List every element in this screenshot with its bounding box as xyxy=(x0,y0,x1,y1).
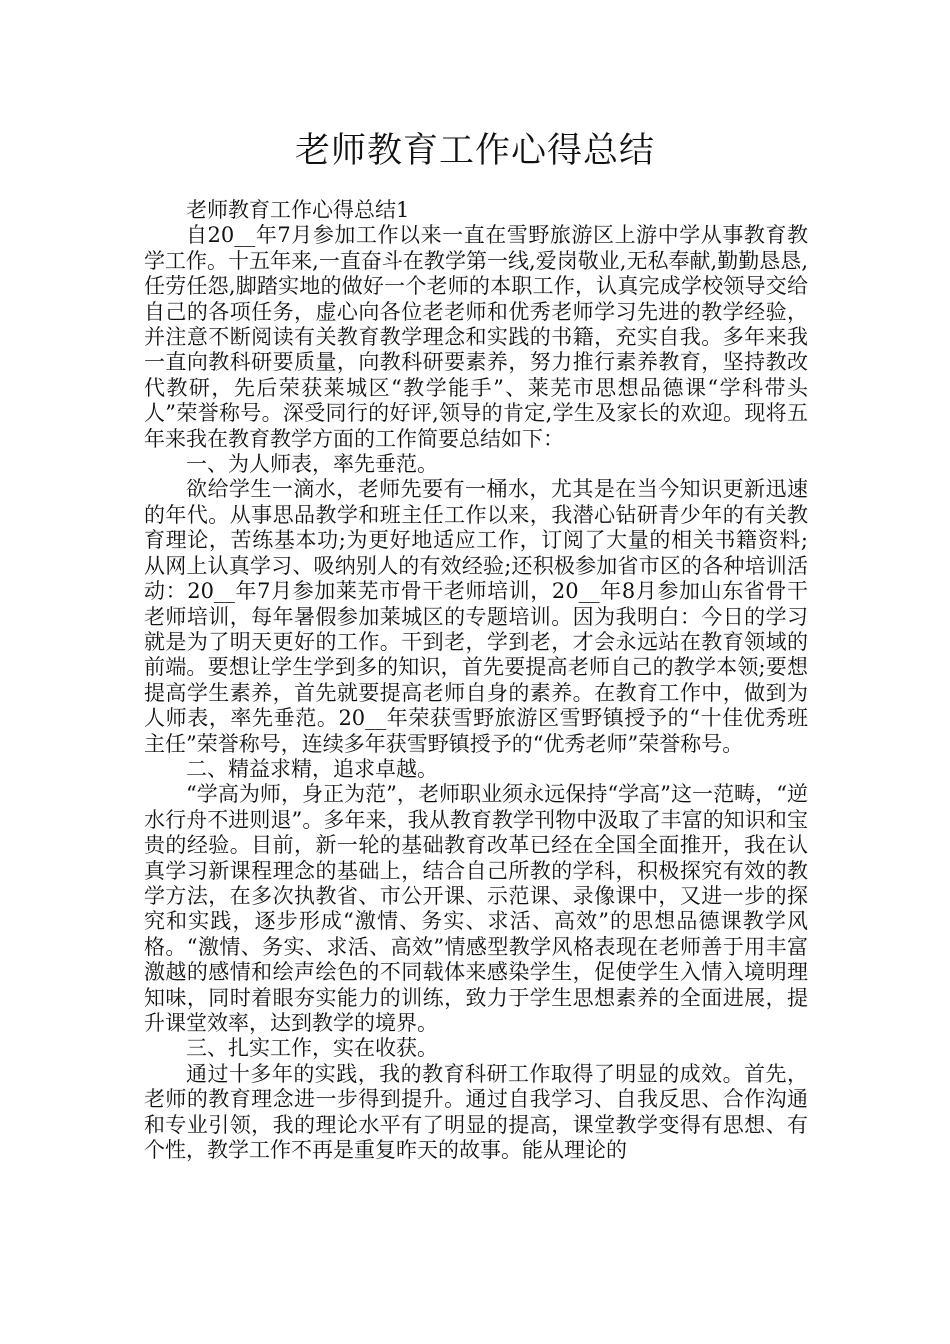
document-body xyxy=(144,198,808,1163)
section-heading: 三、扎实工作，实在收获。 xyxy=(186,1036,438,1061)
paragraph-intro: 自20__年7月参加工作以来一直在雪野旅游区上游中学从事教育教学工作。十五年来,一直奋斗在教学第一线,爱岗敬业,无私奉献,勤勤恳恳,任劳任怨,脚踏实地的做好一个老师的本职工作，认真完成学校领导交给自己的各项任务，虚心向各位老老师和优秀老师学习先进的教学经验，并注意不断阅读有关教育教学理念和实践的书籍，充实自我。多年来我一直向教科研要质量，向教科研要素养，努力推行素养教育，坚持教改代教研，先后荣获莱城区“教学能手”、莱芜市思想品德课“学科带头人”荣誉称号。深受同行的好评,领导的肯定,学生及家长的欢迎。现将五年来我在教育教学方面的工作简要总结如下： xyxy=(144,223,808,451)
paragraph: 通过十多年的实践，我的教育科研工作取得了明显的成效。首先，老师的教育理念进一步得到提升。通过自我学习、自我反思、合作沟通和专业引领，我的理论水平有了明显的提高，课堂教学变得有思想、有个性，教学工作不再是重复昨天的故事。能从理论的 xyxy=(144,1061,808,1163)
paragraph: 欲给学生一滴水，老师先要有一桶水，尤其是在当今知识更新迅速的年代。从事思品教学和班主任工作以来，我潜心钻研青少年的有关教育理论，苦练基本功;为更好地适应工作，订阅了大量的相关书籍资料;从网上认真学习、吸纳别人的有效经验;还积极参加省市区的各种培训活动：20__年7月参加莱芜市骨干老师培训，20__年8月参加山东省骨干老师培训，每年暑假参加莱城区的专题培训。因为我明白：今日的学习就是为了明天更好的工作。干到老，学到老，才会永远站在教育领域的前端。要想让学生学到多的知识，首先要提高老师自己的教学本领;要想提高学生素养，首先就要提高老师自身的素养。在教育工作中，做到为人师表，率先垂范。20__年荣获雪野旅游区雪野镇授予的“十佳优秀班主任”荣誉称号，连续多年获雪野镇授予的“优秀老师”荣誉称号。 xyxy=(144,477,808,756)
section-heading: 二、精益求精，追求卓越。 xyxy=(186,756,438,781)
section-heading: 一、为人师表，率先垂范。 xyxy=(186,452,438,477)
section-heading: 老师教育工作心得总结1 xyxy=(186,198,410,222)
document-title: 老师教育工作心得总结 xyxy=(294,131,655,171)
paragraph: “学高为师，身正为范”，老师职业须永远保持“学高”这一范畴，“逆水行舟不进则退”。多年来，我从教育教学刊物中汲取了丰富的知识和宝贵的经验。目前，新一轮的基础教育改革已经在全国全面推开，我在认真学习新课程理念的基础上，结合自己所教的学科，积极探究有效的教学方法，在多次执教省、市公开课、示范课、录像课中，又进一步的探究和实践，逐步形成“激情、务实、求活、高效”的思想品德课教学风格。“激情、务实、求活、高效”情感型教学风格表现在老师善于用丰富激越的感情和绘声绘色的不同载体来感染学生，促使学生入情入境明理知味，同时着眼夯实能力的训练，致力于学生思想素养的全面进展，提升课堂效率，达到教学的境界。 xyxy=(144,782,808,1035)
